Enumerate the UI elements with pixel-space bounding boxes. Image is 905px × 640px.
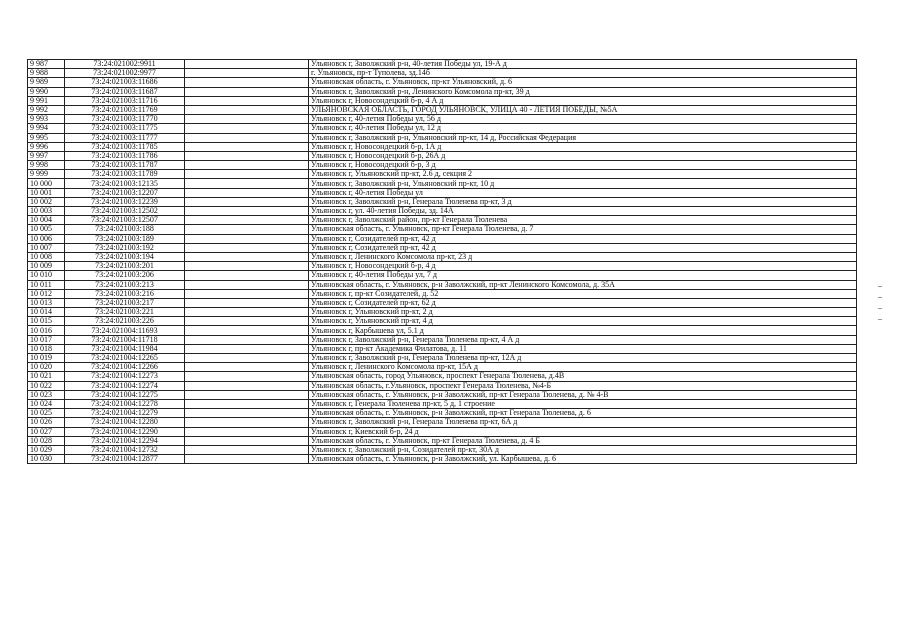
table-row — [28, 418, 857, 427]
address: Ульяновск г, Ульяновский пр-кт, 2.6 д, секция 2 — [309, 170, 857, 179]
cadastral-number: 73:24:021004:12273 — [65, 372, 185, 381]
table-row — [28, 133, 857, 142]
table-row — [28, 207, 857, 216]
empty-cell — [185, 78, 309, 87]
cadastral-number: 73:24:021003:226 — [65, 317, 185, 326]
empty-cell — [185, 445, 309, 454]
cadastral-number: 73:24:021004:12274 — [65, 381, 185, 390]
row-number: 9 991 — [28, 96, 65, 105]
cadastral-number: 73:24:021004:12280 — [65, 418, 185, 427]
row-number: 10 008 — [28, 252, 65, 261]
empty-cell — [185, 409, 309, 418]
cadastral-number: 73:24:021004:12279 — [65, 409, 185, 418]
empty-cell — [185, 188, 309, 197]
table-row — [28, 317, 857, 326]
row-number: 10 000 — [28, 179, 65, 188]
address: Ульяновская область, г. Ульяновск, пр-кт Ульяновский, д. 6 — [309, 78, 857, 87]
cadastral-number: 73:24:021004:12278 — [65, 399, 185, 408]
address: Ульяновская область, г. Ульяновск, р-н Заволжский, пр-кт Генерала Тюленева, д. № 4-В — [309, 390, 857, 399]
empty-cell — [185, 225, 309, 234]
table-row — [28, 427, 857, 436]
registry-table-body — [28, 60, 857, 464]
table-row — [28, 216, 857, 225]
table-row — [28, 445, 857, 454]
row-number: 10 021 — [28, 372, 65, 381]
table-row — [28, 455, 857, 464]
address: УЛЬЯНОВСКАЯ ОБЛАСТЬ, ГОРОД УЛЬЯНОВСК, УЛИЦА 40 - ЛЕТИЯ ПОБЕДЫ, №5А — [309, 105, 857, 114]
address: Ульяновск г, 40-летия Победы ул, 56 д — [309, 115, 857, 124]
row-number: 10 001 — [28, 188, 65, 197]
row-number: 10 024 — [28, 399, 65, 408]
empty-cell — [185, 179, 309, 188]
row-number: 10 015 — [28, 317, 65, 326]
row-number: 9 990 — [28, 87, 65, 96]
empty-cell — [185, 455, 309, 464]
empty-cell — [185, 280, 309, 289]
address: Ульяновск г, Ленинского Комсомола пр-кт, 23 д — [309, 252, 857, 261]
empty-cell — [185, 252, 309, 261]
table-row — [28, 436, 857, 445]
address: Ульяновская область, г. Ульяновск, р-н Заволжский, пр-кт Ленинского Комсомола, д. 35А — [309, 280, 857, 289]
row-number: 9 996 — [28, 142, 65, 151]
row-number: 9 992 — [28, 105, 65, 114]
row-number: 10 019 — [28, 354, 65, 363]
table-row — [28, 87, 857, 96]
cadastral-number: 73:24:021003:11686 — [65, 78, 185, 87]
empty-cell — [185, 271, 309, 280]
row-number: 10 026 — [28, 418, 65, 427]
cadastral-number: 73:24:021004:12732 — [65, 445, 185, 454]
address: Ульяновск г, Заволжский р-н, Генерала Тюленева пр-кт, 3 д — [309, 197, 857, 206]
cadastral-number: 73:24:021004:12294 — [65, 436, 185, 445]
table-row — [28, 78, 857, 87]
row-number: 10 002 — [28, 197, 65, 206]
empty-cell — [185, 133, 309, 142]
address: Ульяновск г, Ульяновский пр-кт, 4 д — [309, 317, 857, 326]
address: Ульяновск г, Созидателей пр-кт, 42 д — [309, 234, 857, 243]
empty-cell — [185, 308, 309, 317]
address: Ульяновск г, Новосондецкий б-р, 4 д — [309, 262, 857, 271]
cadastral-number: 73:24:021003:12135 — [65, 179, 185, 188]
row-number: 10 025 — [28, 409, 65, 418]
empty-cell — [185, 124, 309, 133]
address: Ульяновск г, Ленинского Комсомола пр-кт, 15А д — [309, 363, 857, 372]
empty-cell — [185, 170, 309, 179]
address: Ульяновск г, Заволжский р-н, Генерала Тюленева пр-кт, 6А д — [309, 418, 857, 427]
registry-table — [27, 59, 857, 464]
row-number: 9 987 — [28, 60, 65, 69]
table-row — [28, 225, 857, 234]
empty-cell — [185, 161, 309, 170]
address: Ульяновск г, Новосондецкий б-р, 4 А д — [309, 96, 857, 105]
address: Ульяновская область, г.Ульяновск, проспект Генерала Тюленева, №4-Б — [309, 381, 857, 390]
table-row — [28, 409, 857, 418]
cadastral-number: 73:24:021002:9977 — [65, 69, 185, 78]
table-row — [28, 280, 857, 289]
cadastral-number: 73:24:021004:11718 — [65, 335, 185, 344]
cadastral-number: 73:24:021003:201 — [65, 262, 185, 271]
empty-cell — [185, 363, 309, 372]
row-number: 10 013 — [28, 298, 65, 307]
address: Ульяновская область, город Ульяновск, проспект Генерала Тюленева, д.4В — [309, 372, 857, 381]
empty-cell — [185, 197, 309, 206]
address: Ульяновск г, Генерала Тюленева пр-кт, 5 д, 1 строение — [309, 399, 857, 408]
table-row — [28, 399, 857, 408]
empty-cell — [185, 216, 309, 225]
address: Ульяновская область, г. Ульяновск, пр-кт Генерала Тюленева, д. 7 — [309, 225, 857, 234]
empty-cell — [185, 69, 309, 78]
cadastral-number: 73:24:021003:11786 — [65, 151, 185, 160]
row-number: 9 989 — [28, 78, 65, 87]
row-number: 10 007 — [28, 243, 65, 252]
cadastral-number: 73:24:021003:11777 — [65, 133, 185, 142]
cadastral-number: 73:24:021003:12207 — [65, 188, 185, 197]
cadastral-number: 73:24:021003:188 — [65, 225, 185, 234]
row-number: 10 027 — [28, 427, 65, 436]
address: Ульяновск г, Созидателей пр-кт, 62 д — [309, 298, 857, 307]
row-number: 10 003 — [28, 207, 65, 216]
empty-cell — [185, 317, 309, 326]
row-number: 10 005 — [28, 225, 65, 234]
address: Ульяновск г, Заволжский р-н, 40-летия Победы ул, 19-А д — [309, 60, 857, 69]
table-row — [28, 372, 857, 381]
row-number: 10 018 — [28, 344, 65, 353]
empty-cell — [185, 390, 309, 399]
empty-cell — [185, 289, 309, 298]
row-number: 10 011 — [28, 280, 65, 289]
cadastral-number: 73:24:021003:11769 — [65, 105, 185, 114]
empty-cell — [185, 326, 309, 335]
scan-mark — [878, 319, 882, 320]
row-number: 10 016 — [28, 326, 65, 335]
margin-scan-marks — [876, 282, 886, 362]
row-number: 9 993 — [28, 115, 65, 124]
table-row — [28, 151, 857, 160]
row-number: 9 995 — [28, 133, 65, 142]
row-number: 10 028 — [28, 436, 65, 445]
scan-mark — [878, 286, 882, 287]
table-row — [28, 308, 857, 317]
cadastral-number: 73:24:021003:11775 — [65, 124, 185, 133]
cadastral-number: 73:24:021003:11687 — [65, 87, 185, 96]
cadastral-number: 73:24:021004:11693 — [65, 326, 185, 335]
row-number: 10 009 — [28, 262, 65, 271]
empty-cell — [185, 207, 309, 216]
address: Ульяновск г, Созидателей пр-кт, 42 д — [309, 243, 857, 252]
cadastral-number: 73:24:021002:9911 — [65, 60, 185, 69]
row-number: 10 010 — [28, 271, 65, 280]
empty-cell — [185, 372, 309, 381]
empty-cell — [185, 60, 309, 69]
table-row — [28, 124, 857, 133]
address: Ульяновск г, Киевский б-р, 24 д — [309, 427, 857, 436]
table-row — [28, 289, 857, 298]
cadastral-number: 73:24:021003:213 — [65, 280, 185, 289]
empty-cell — [185, 151, 309, 160]
empty-cell — [185, 381, 309, 390]
address: Ульяновская область, г. Ульяновск, р-н Заволжский, ул. Карбышева, д. 6 — [309, 455, 857, 464]
table-row — [28, 363, 857, 372]
table-row — [28, 344, 857, 353]
address: Ульяновск г, Карбышева ул, 5.1 д — [309, 326, 857, 335]
empty-cell — [185, 399, 309, 408]
cadastral-number: 73:24:021003:192 — [65, 243, 185, 252]
table-row — [28, 390, 857, 399]
row-number: 9 997 — [28, 151, 65, 160]
cadastral-number: 73:24:021004:11984 — [65, 344, 185, 353]
empty-cell — [185, 427, 309, 436]
cadastral-number: 73:24:021004:12265 — [65, 354, 185, 363]
table-row — [28, 179, 857, 188]
table-row — [28, 381, 857, 390]
row-number: 10 022 — [28, 381, 65, 390]
table-row — [28, 115, 857, 124]
row-number: 9 988 — [28, 69, 65, 78]
table-row — [28, 354, 857, 363]
table-row — [28, 60, 857, 69]
address: Ульяновск г, Заволжский р-н, Ульяновский пр-кт, 14 д, Российская Федерация — [309, 133, 857, 142]
address: Ульяновск г, ул. 40-летия Победы, зд. 14А — [309, 207, 857, 216]
empty-cell — [185, 344, 309, 353]
table-row — [28, 262, 857, 271]
address: Ульяновск г, пр-кт Созидателей, д. 52 — [309, 289, 857, 298]
address: Ульяновск г, пр-кт Академика Филатова, д. 11 — [309, 344, 857, 353]
address: Ульяновск г, Заволжский район, пр-кт Генерала Тюленева — [309, 216, 857, 225]
table-row — [28, 335, 857, 344]
address: Ульяновск г, Заволжский р-н, Созидателей пр-кт, 30А д — [309, 445, 857, 454]
table-row — [28, 298, 857, 307]
table-row — [28, 142, 857, 151]
cadastral-number: 73:24:021003:11770 — [65, 115, 185, 124]
empty-cell — [185, 87, 309, 96]
table-row — [28, 105, 857, 114]
empty-cell — [185, 243, 309, 252]
table-row — [28, 170, 857, 179]
table-row — [28, 96, 857, 105]
empty-cell — [185, 298, 309, 307]
cadastral-number: 73:24:021003:12507 — [65, 216, 185, 225]
cadastral-number: 73:24:021004:12275 — [65, 390, 185, 399]
row-number: 10 020 — [28, 363, 65, 372]
table-row — [28, 197, 857, 206]
cadastral-number: 73:24:021003:221 — [65, 308, 185, 317]
table-row — [28, 271, 857, 280]
table-row — [28, 188, 857, 197]
row-number: 9 999 — [28, 170, 65, 179]
empty-cell — [185, 418, 309, 427]
cadastral-number: 73:24:021003:11789 — [65, 170, 185, 179]
address: Ульяновск г, Заволжский р-н, Ленинского Комсомола пр-кт, 39 д — [309, 87, 857, 96]
empty-cell — [185, 335, 309, 344]
table-row — [28, 234, 857, 243]
row-number: 10 014 — [28, 308, 65, 317]
row-number: 10 004 — [28, 216, 65, 225]
table-row — [28, 252, 857, 261]
cadastral-number: 73:24:021003:217 — [65, 298, 185, 307]
address: Ульяновск г, 40-летия Победы ул, 7 д — [309, 271, 857, 280]
cadastral-number: 73:24:021003:11787 — [65, 161, 185, 170]
address: Ульяновск г, 40-летия Победы ул, 12 д — [309, 124, 857, 133]
empty-cell — [185, 105, 309, 114]
empty-cell — [185, 354, 309, 363]
cadastral-number: 73:24:021004:12266 — [65, 363, 185, 372]
address: Ульяновск г, Новосондецкий б-р, 26А д — [309, 151, 857, 160]
row-number: 10 023 — [28, 390, 65, 399]
address: г. Ульяновск, пр-т Туполева, зд.14б — [309, 69, 857, 78]
cadastral-number: 73:24:021003:12502 — [65, 207, 185, 216]
address: Ульяновск г, Заволжский р-н, Генерала Тюленева пр-кт, 4 А д — [309, 335, 857, 344]
address: Ульяновская область, г. Ульяновск, р-н Заволжский, пр-кт Генерала Тюленева, д. 6 — [309, 409, 857, 418]
cadastral-number: 73:24:021003:206 — [65, 271, 185, 280]
empty-cell — [185, 142, 309, 151]
scan-mark — [878, 297, 882, 298]
address: Ульяновск г, 40-летия Победы ул — [309, 188, 857, 197]
address: Ульяновская область, г. Ульяновск, пр-кт Генерала Тюленева, д. 4 Б — [309, 436, 857, 445]
row-number: 9 998 — [28, 161, 65, 170]
cadastral-number: 73:24:021003:11716 — [65, 96, 185, 105]
row-number: 10 029 — [28, 445, 65, 454]
address: Ульяновск г, Ульяновский пр-кт, 2 д — [309, 308, 857, 317]
empty-cell — [185, 436, 309, 445]
table-row — [28, 326, 857, 335]
cadastral-number: 73:24:021003:194 — [65, 252, 185, 261]
address: Ульяновск г, Заволжский р-н, Генерала Тюленева пр-кт, 12А д — [309, 354, 857, 363]
address: Ульяновск г, Новосондецкий б-р, 3 д — [309, 161, 857, 170]
cadastral-number: 73:24:021004:12877 — [65, 455, 185, 464]
row-number: 10 030 — [28, 455, 65, 464]
row-number: 10 006 — [28, 234, 65, 243]
empty-cell — [185, 262, 309, 271]
cadastral-number: 73:24:021003:11785 — [65, 142, 185, 151]
cadastral-number: 73:24:021003:216 — [65, 289, 185, 298]
cadastral-number: 73:24:021003:12239 — [65, 197, 185, 206]
scan-mark — [878, 308, 882, 309]
table-row — [28, 243, 857, 252]
address: Ульяновск г, Заволжский р-н, Ульяновский пр-кт, 10 д — [309, 179, 857, 188]
empty-cell — [185, 115, 309, 124]
row-number: 10 012 — [28, 289, 65, 298]
empty-cell — [185, 234, 309, 243]
cadastral-number: 73:24:021003:189 — [65, 234, 185, 243]
table-row — [28, 69, 857, 78]
table-row — [28, 161, 857, 170]
empty-cell — [185, 96, 309, 105]
cadastral-number: 73:24:021004:12290 — [65, 427, 185, 436]
row-number: 9 994 — [28, 124, 65, 133]
row-number: 10 017 — [28, 335, 65, 344]
address: Ульяновск г, Новосондецкий б-р, 1А д — [309, 142, 857, 151]
